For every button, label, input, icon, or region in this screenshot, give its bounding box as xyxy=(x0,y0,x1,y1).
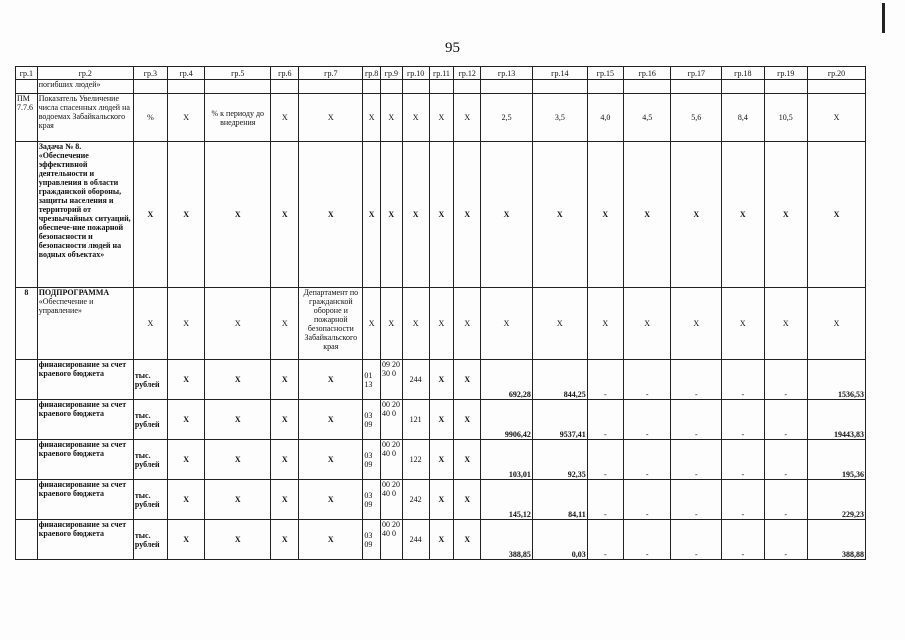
scan-edge-mark xyxy=(882,3,885,33)
page-number: 95 xyxy=(445,40,460,56)
column-header: гр.3 xyxy=(133,67,167,80)
financing-row xyxy=(16,520,866,560)
table-cell: Х xyxy=(429,480,454,520)
table-cell: % xyxy=(133,94,167,142)
table-cell xyxy=(16,80,38,94)
table-cell xyxy=(454,80,481,94)
total-cell: 1536,53 xyxy=(807,360,865,400)
table-cell: Х xyxy=(429,440,454,480)
table-cell xyxy=(623,80,671,94)
table-cell: Х xyxy=(363,94,381,142)
table-cell xyxy=(299,80,363,94)
code-section: 03 09 xyxy=(363,480,381,520)
column-header: гр.4 xyxy=(167,67,204,80)
table-cell: Х xyxy=(299,440,363,480)
code-expense-type: 244 xyxy=(402,360,429,400)
table-cell xyxy=(429,80,454,94)
table-cell: Х xyxy=(454,94,481,142)
column-header: гр.18 xyxy=(722,67,764,80)
table-cell: Х xyxy=(623,142,671,288)
dash-cell: - xyxy=(587,440,623,480)
table-cell xyxy=(807,80,865,94)
table-cell: Х xyxy=(205,142,271,288)
table-cell xyxy=(380,80,402,94)
table-cell: Х xyxy=(167,142,204,288)
dash-cell: - xyxy=(623,440,671,480)
dash-cell: - xyxy=(722,400,764,440)
table-cell: 5,6 xyxy=(671,94,722,142)
code-section: 03 09 xyxy=(363,400,381,440)
table-cell xyxy=(532,80,587,94)
dash-cell: - xyxy=(587,400,623,440)
financing-row xyxy=(16,360,866,400)
table-cell: Х xyxy=(429,94,454,142)
column-header: гр.1 xyxy=(16,67,38,80)
financing-row xyxy=(16,480,866,520)
table-cell: Х xyxy=(429,142,454,288)
table-cell: Х xyxy=(167,440,204,480)
table-cell: Х xyxy=(167,360,204,400)
column-header: гр.10 xyxy=(402,67,429,80)
table-cell xyxy=(16,142,38,288)
table-cell: 2,5 xyxy=(481,94,533,142)
dash-cell: - xyxy=(722,360,764,400)
table-cell: Х xyxy=(271,94,299,142)
table-cell: Х xyxy=(271,400,299,440)
table-cell: Х xyxy=(380,142,402,288)
table-cell: 10,5 xyxy=(764,94,807,142)
code-section: 01 13 xyxy=(363,360,381,400)
table-cell: Х xyxy=(363,288,381,360)
responsible-executor: Департамент по гражданской обороне и пожарной безопасности Забайкальского края xyxy=(299,288,363,360)
column-header: гр.19 xyxy=(764,67,807,80)
header-row xyxy=(16,67,866,80)
value-cell: 103,01 xyxy=(481,440,533,480)
code-target: 00 20 40 0 xyxy=(380,440,402,480)
column-header: гр.2 xyxy=(37,67,133,80)
dash-cell: - xyxy=(587,520,623,560)
table-cell: Х xyxy=(722,142,764,288)
dash-cell: - xyxy=(722,440,764,480)
unit-cell: тыс. рублей xyxy=(133,520,167,560)
table-cell: Х xyxy=(429,360,454,400)
table-cell: Х xyxy=(299,400,363,440)
program-table xyxy=(15,66,866,560)
table-cell: Х xyxy=(532,288,587,360)
table-cell: Х xyxy=(429,288,454,360)
table-cell: Х xyxy=(481,288,533,360)
table-cell: 4,0 xyxy=(587,94,623,142)
subprogram-subtitle: «Обеспечение и управление» xyxy=(38,297,94,315)
dash-cell: - xyxy=(722,520,764,560)
table-cell: Х xyxy=(167,480,204,520)
table-cell xyxy=(481,80,533,94)
table-cell: Х xyxy=(271,480,299,520)
dash-cell: - xyxy=(671,480,722,520)
table-cell: Х xyxy=(454,288,481,360)
table-cell: Х xyxy=(205,360,271,400)
table-cell: Х xyxy=(722,288,764,360)
financing-label: финансирование за счет краевого бюджета xyxy=(37,520,133,560)
column-header: гр.11 xyxy=(429,67,454,80)
table-cell: Х xyxy=(167,520,204,560)
code-target: 00 20 40 0 xyxy=(380,400,402,440)
column-header: гр.14 xyxy=(532,67,587,80)
table-cell: Х xyxy=(454,520,481,560)
total-cell: 388,88 xyxy=(807,520,865,560)
table-cell: Х xyxy=(167,400,204,440)
table-cell: Х xyxy=(454,142,481,288)
table-body xyxy=(16,67,866,560)
table-cell xyxy=(402,80,429,94)
table-cell: Х xyxy=(299,94,363,142)
dash-cell: - xyxy=(671,440,722,480)
table-cell: Х xyxy=(167,288,204,360)
column-header: гр.5 xyxy=(205,67,271,80)
column-header: гр.6 xyxy=(271,67,299,80)
table-cell: Х xyxy=(454,480,481,520)
dash-cell: - xyxy=(764,400,807,440)
dash-cell: - xyxy=(587,480,623,520)
table-cell: Х xyxy=(429,520,454,560)
total-cell: 229,23 xyxy=(807,480,865,520)
column-header: гр.17 xyxy=(671,67,722,80)
table-cell: Х xyxy=(380,288,402,360)
value-cell: 9906,42 xyxy=(481,400,533,440)
table-cell: 3,5 xyxy=(532,94,587,142)
dash-cell: - xyxy=(671,520,722,560)
financing-row xyxy=(16,440,866,480)
table-cell: Х xyxy=(429,400,454,440)
indicator-name-cont: погибших людей» xyxy=(37,80,133,94)
table-cell: Х xyxy=(454,440,481,480)
table-cell: 4,5 xyxy=(623,94,671,142)
code-expense-type: 244 xyxy=(402,520,429,560)
dash-cell: - xyxy=(623,400,671,440)
table-row xyxy=(16,94,866,142)
table-cell xyxy=(587,80,623,94)
table-cell: Х xyxy=(363,142,381,288)
table-row xyxy=(16,288,866,360)
dash-cell: - xyxy=(623,520,671,560)
table-cell: Х xyxy=(481,142,533,288)
table-cell: Х xyxy=(380,94,402,142)
dash-cell: - xyxy=(764,480,807,520)
code-expense-type: 121 xyxy=(402,400,429,440)
table-cell xyxy=(764,80,807,94)
dash-cell: - xyxy=(623,360,671,400)
dash-cell: - xyxy=(764,440,807,480)
table-cell: Х xyxy=(587,142,623,288)
table-cell: Х xyxy=(671,142,722,288)
column-header: гр.8 xyxy=(363,67,381,80)
value-cell: 844,25 xyxy=(532,360,587,400)
table-cell: Х xyxy=(133,142,167,288)
table-cell: Х xyxy=(764,288,807,360)
table-cell: Х xyxy=(271,142,299,288)
table-cell xyxy=(16,480,38,520)
table-cell xyxy=(271,80,299,94)
column-header: гр.12 xyxy=(454,67,481,80)
total-cell: 195,36 xyxy=(807,440,865,480)
table-cell: Х xyxy=(133,288,167,360)
table-cell xyxy=(16,360,38,400)
financing-label: финансирование за счет краевого бюджета xyxy=(37,400,133,440)
column-header: гр.16 xyxy=(623,67,671,80)
value-cell: 0,03 xyxy=(532,520,587,560)
financing-label: финансирование за счет краевого бюджета xyxy=(37,440,133,480)
dash-cell: - xyxy=(722,480,764,520)
code-expense-type: 242 xyxy=(402,480,429,520)
table-cell: Х xyxy=(532,142,587,288)
table-cell: Х xyxy=(205,520,271,560)
indicator-name: Показатель Увеличение числа спасенных людей на водоемах Забайкальского края xyxy=(37,94,133,142)
code-section: 03 09 xyxy=(363,520,381,560)
table-cell: Х xyxy=(587,288,623,360)
financing-label: финансирование за счет краевого бюджета xyxy=(37,360,133,400)
table-cell: % к периоду до внедрения xyxy=(205,94,271,142)
table-cell: Х xyxy=(807,142,865,288)
table-cell: Х xyxy=(205,440,271,480)
table-cell: Х xyxy=(454,400,481,440)
table-cell: Х xyxy=(454,360,481,400)
value-cell: 692,28 xyxy=(481,360,533,400)
subprogram-title xyxy=(37,288,133,360)
table-cell: Х xyxy=(402,94,429,142)
table-cell: Х xyxy=(271,360,299,400)
table-cell: Х xyxy=(271,520,299,560)
table-cell: Х xyxy=(807,94,865,142)
dash-cell: - xyxy=(623,480,671,520)
value-cell: 84,11 xyxy=(532,480,587,520)
table-cell: 8,4 xyxy=(722,94,764,142)
table-cell xyxy=(205,80,271,94)
value-cell: 92,35 xyxy=(532,440,587,480)
column-header: гр.15 xyxy=(587,67,623,80)
column-header: гр.7 xyxy=(299,67,363,80)
table-cell: Х xyxy=(807,288,865,360)
table-cell: Х xyxy=(402,142,429,288)
financing-label: финансирование за счет краевого бюджета xyxy=(37,480,133,520)
value-cell: 388,85 xyxy=(481,520,533,560)
value-cell: 145,12 xyxy=(481,480,533,520)
table-cell xyxy=(16,440,38,480)
table-cell: Х xyxy=(671,288,722,360)
unit-cell: тыс. рублей xyxy=(133,440,167,480)
dash-cell: - xyxy=(671,400,722,440)
unit-cell: тыс. рублей xyxy=(133,480,167,520)
table-cell: Х xyxy=(167,94,204,142)
column-header: гр.13 xyxy=(481,67,533,80)
table-cell: Х xyxy=(764,142,807,288)
code-target: 00 20 40 0 xyxy=(380,520,402,560)
table-row xyxy=(16,80,866,94)
subprogram-heading: ПОДПРОГРАММА xyxy=(38,288,110,297)
dash-cell: - xyxy=(587,360,623,400)
dash-cell: - xyxy=(671,360,722,400)
table-cell xyxy=(16,400,38,440)
table-cell: Х xyxy=(402,288,429,360)
unit-cell: тыс. рублей xyxy=(133,360,167,400)
table-cell: Х xyxy=(299,520,363,560)
total-cell: 19443,83 xyxy=(807,400,865,440)
code-expense-type: 122 xyxy=(402,440,429,480)
financing-row xyxy=(16,400,866,440)
table-cell xyxy=(363,80,381,94)
table-cell: Х xyxy=(299,360,363,400)
subprogram-number: 8 xyxy=(16,288,38,360)
table-cell: Х xyxy=(299,142,363,288)
unit-cell: тыс. рублей xyxy=(133,400,167,440)
indicator-code: ПМ 7.7.6 xyxy=(16,94,38,142)
value-cell: 9537,41 xyxy=(532,400,587,440)
column-header: гр.20 xyxy=(807,67,865,80)
table-cell: Х xyxy=(299,480,363,520)
table-cell: Х xyxy=(623,288,671,360)
table-cell: Х xyxy=(205,480,271,520)
dash-cell: - xyxy=(764,520,807,560)
task-title: Задача № 8. «Обеспечение эффективной деятельности и управления в области гражданской обороны, защиты населения и территорий от чрезвычайных ситуаций, обеспече-ние пожарной безопасности и безопасности людей на водных объектах» xyxy=(37,142,133,288)
code-section: 03 09 xyxy=(363,440,381,480)
table-cell xyxy=(133,80,167,94)
table-cell xyxy=(671,80,722,94)
table-cell xyxy=(167,80,204,94)
column-header: гр.9 xyxy=(380,67,402,80)
code-target: 00 20 40 0 xyxy=(380,480,402,520)
table-cell: Х xyxy=(271,440,299,480)
table-cell xyxy=(722,80,764,94)
dash-cell: - xyxy=(764,360,807,400)
table-cell: Х xyxy=(205,288,271,360)
code-target: 09 20 30 0 xyxy=(380,360,402,400)
table-cell: Х xyxy=(205,400,271,440)
table-row xyxy=(16,142,866,288)
table-cell xyxy=(16,520,38,560)
table-cell: Х xyxy=(271,288,299,360)
